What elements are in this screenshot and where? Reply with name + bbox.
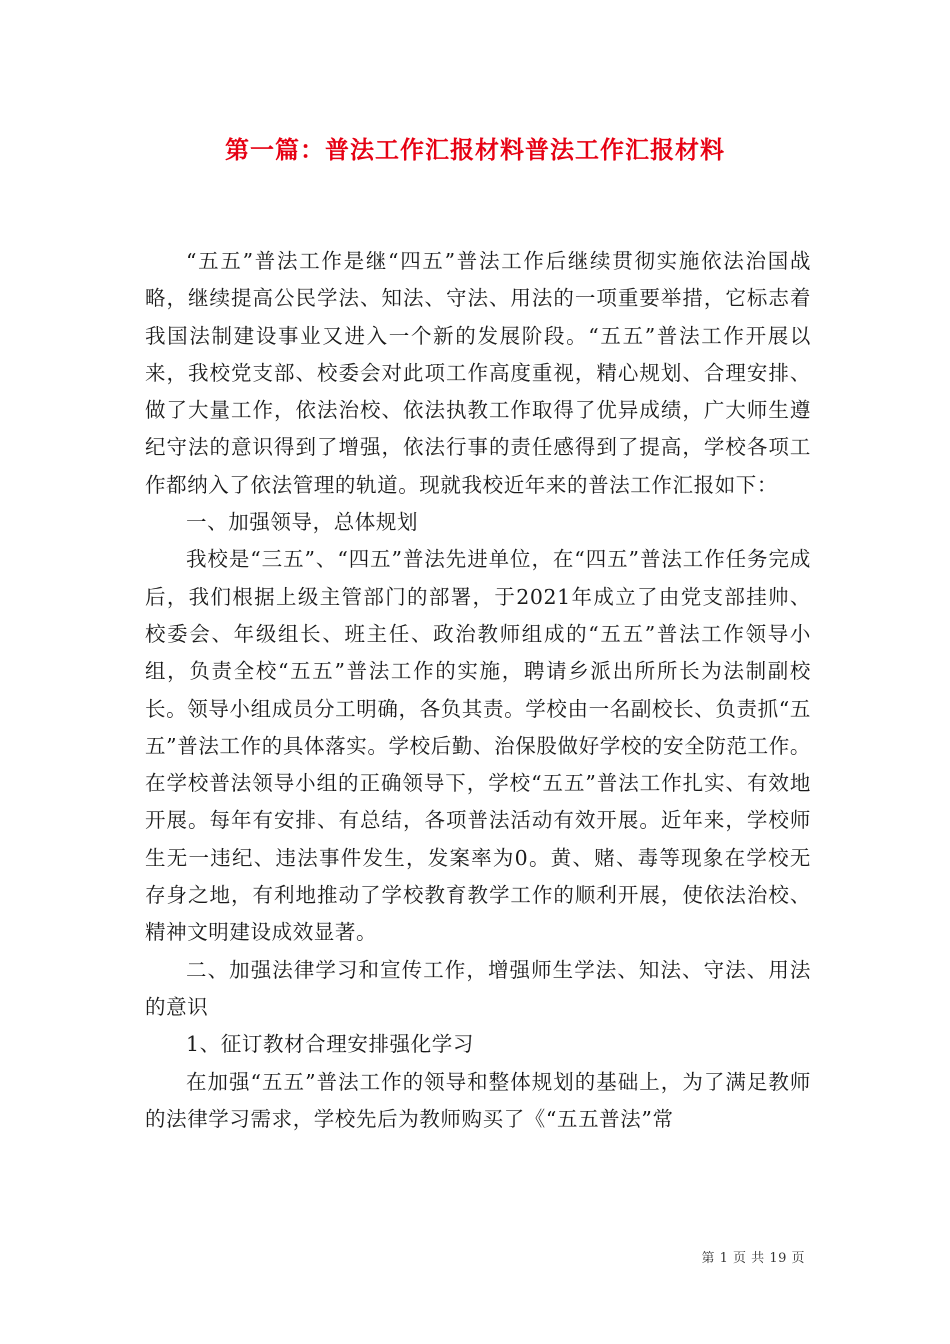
paragraph-intro: “五五”普法工作是继“四五”普法工作后继续贯彻实施依法治国战略，继续提高公民学法、知法、守法、用法的一项重要举措，它标志着我国法制建设事业又进入一个新的发展阶段。“五五”普法工作开展以来，我校党支部、校委会对此项工作高度重视，精心规划、合理安排、做了大量工作，依法治校、依法执教工作取得了优异成绩，广大师生遵纪守法的意识得到了增强，依法行事的责任感得到了提高，学校各项工作都纳入了依法管理的轨道。现就我校近年来的普法工作汇报如下： xyxy=(145,249,811,497)
section-heading-2: 二、加强法律学习和宣传工作，增强师生学法、知法、守法、用法的意识 xyxy=(145,957,811,1019)
paragraph-subsection-1: 在加强“五五”普法工作的领导和整体规划的基础上，为了满足教师的法律学习需求，学校先后为教师购买了《“五五普法”常 xyxy=(145,1069,811,1131)
subsection-heading-1: 1、征订教材合理安排强化学习 xyxy=(186,1032,474,1057)
paragraph-section-1: 我校是“三五”、“四五”普法先进单位，在“四五”普法工作任务完成后，我们根据上级主管部门的部署，于2021年成立了由党支部挂帅、校委会、年级组长、班主任、政治教师组成的“五五”普法工作领导小组，负责全校“五五”普法工作的实施，聘请乡派出所所长为法制副校长。领导小组成员分工明确，各负其责。学校由一名副校长、负责抓“五五”普法工作的具体落实。学校后勤、治保股做好学校的安全防范工作。在学校普法领导小组的正确领导下，学校“五五”普法工作扎实、有效地开展。每年有安排、有总结，各项普法活动有效开展。近年来，学校师生无一违纪、违法事件发生，发案率为0。黄、赌、毒等现象在学校无存身之地，有利地推动了学校教育教学工作的顺利开展，使依法治校、精神文明建设成效显著。 xyxy=(145,547,811,945)
section-heading-1: 一、加强领导，总体规划 xyxy=(186,510,419,535)
page-number: 第 1 页 共 19 页 xyxy=(701,1251,805,1266)
document-body xyxy=(145,243,811,1138)
document-title: 第一篇：普法工作汇报材料普法工作汇报材料 xyxy=(225,135,725,164)
